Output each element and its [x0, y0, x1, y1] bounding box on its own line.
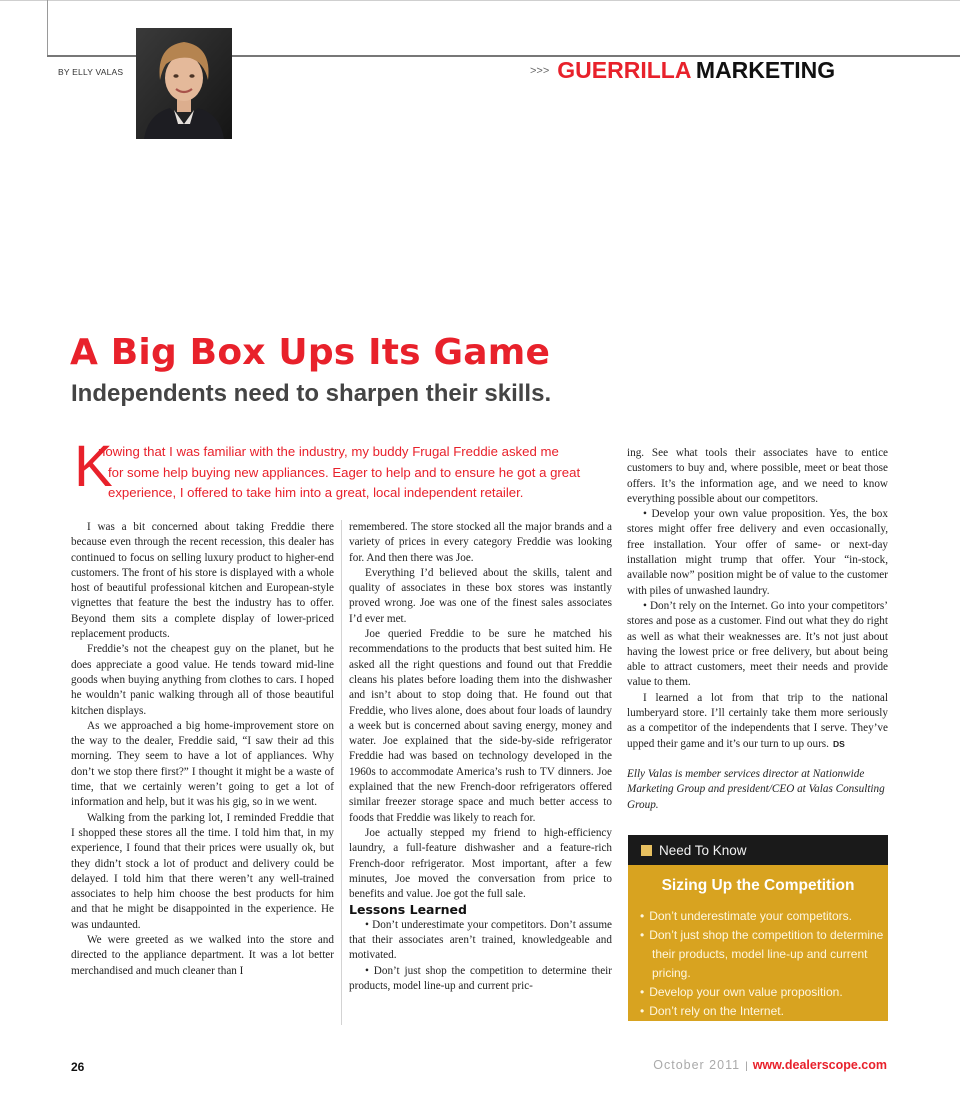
masthead-marketing: MARKETING: [695, 57, 836, 83]
paragraph: We were greeted as we walked into the store and directed to the appliance department. It was a lot better merchandised and much cleaner than I: [71, 934, 334, 977]
website-link[interactable]: www.dealerscope.com: [752, 1058, 887, 1072]
body-column-1: [71, 520, 334, 979]
paragraph: As we approached a big home-improvement store on the way to the dealer, Freddie said, “I saw their ad this morning. They seem to have a lot of appliances. Why don’t we stop there first?” I thought it might be a waste of time, that we certainly weren’t going to get a lot of information and help, but it was his gig, so in we went.: [71, 719, 334, 809]
paragraph: Joe actually stepped my friend to high-efficiency laundry, a full-feature dishwasher and a feature-rich French-door refrigerator. Most important, after a few minutes, Joe moved the conversation from price to benefits and value. Joe got the full sale.: [349, 826, 612, 901]
author-photo: [136, 28, 232, 139]
list-item: • Don’t rely on the Internet.: [640, 1002, 888, 1021]
author-bio: Elly Valas is member services director at Nationwide Marketing Group and president/CEO at Valas Consulting Group.: [627, 767, 885, 811]
header-vertical-rule: [47, 0, 48, 55]
need-to-know-sidebar: [628, 835, 888, 1021]
top-rule: [0, 0, 960, 1]
subhead-lessons-learned: Lessons Learned: [349, 902, 467, 918]
column-rule: [341, 520, 342, 1025]
lead-line: nowing that I was familiar with the industry, my buddy Frugal Freddie asked me: [98, 444, 559, 459]
list-item: • Develop your own value proposition.: [640, 983, 888, 1002]
paragraph: I was a bit concerned about taking Freddie there because even through the recent recession, this dealer has continued to focus on selling luxury product to higher-end customers. The front of his store is displayed with a whole host of beautiful professional kitchen and European-style vignettes that feature the best the industry has to offer. Beyond them sits a complete display of lower-priced replacement products.: [71, 521, 334, 641]
page-number: 26: [71, 1060, 85, 1074]
headline: A Big Box Ups Its Game: [70, 332, 551, 373]
sidebar-tag: Need To Know: [659, 842, 747, 858]
footer: [653, 1058, 887, 1072]
issue-date: October 2011: [653, 1058, 741, 1072]
sidebar-header: [628, 835, 888, 865]
masthead-arrows: >>>: [530, 65, 550, 77]
lead-line: experience, I offered to take him into a great, local independent retailer.: [108, 485, 524, 500]
drop-cap: K: [74, 434, 113, 499]
deck: Independents need to sharpen their skills.: [71, 380, 552, 407]
paragraph: Everything I’d believed about the skills, talent and quality of associates in these box stores was instantly proved wrong. Joe was one of the finest sales associates I’d ever met.: [349, 566, 612, 625]
sidebar-list: [628, 907, 888, 1021]
list-item: • Don’t just shop the competition to determine their products, model line-up and current pricing.: [640, 926, 888, 983]
bullet-paragraph: • Don’t rely on the Internet. Go into your competitors’ stores and pose as a customer. Find out what they do right as well as what their weaknesses are. It’s not just about having the lowest price or free delivery, but about being able to attract customers, meet their needs and provide value to them.: [627, 599, 888, 689]
body-column-3: [627, 446, 888, 813]
bullet-paragraph: • Don’t just shop the competition to determine their products, model line-up and current pric-: [349, 964, 612, 992]
paragraph: [627, 691, 888, 752]
lead-paragraph: [74, 434, 614, 504]
sidebar-title: Sizing Up the Competition: [661, 877, 855, 894]
byline: BY ELLY VALAS: [58, 67, 124, 77]
paragraph: ing. See what tools their associates have to entice customers to buy and, where possible, meet or beat those offers. It’s the information age, and we need to know everything possible about our competitors.: [627, 447, 888, 505]
closing-text: I learned a lot from that trip to the national lumberyard store. I’ll certainly take them more seriously as a competitor of the independents that I serve. They’ve upped their game and it’s our turn to up ours.: [627, 691, 888, 750]
end-mark: DS: [832, 738, 845, 749]
paragraph: Walking from the parking lot, I reminded Freddie that I shopped these stores all the time. I told him that, in my experience, I found that their prices were usually ok, but they didn’t stock a lot of product and delivery could be delayed. I told him that there weren’t any well-trained associates to help him choose the best products for him and that he might be disappointed in the experience. He was undaunted.: [71, 811, 334, 931]
paragraph: remembered. The store stocked all the major brands and a variety of prices in every category Freddie was looking for. And then there was Joe.: [349, 521, 612, 564]
square-icon: [641, 845, 652, 856]
paragraph: Freddie’s not the cheapest guy on the planet, but he does appreciate a good value. He tends toward mid-line goods when buying anything from clothes to cars. I hoped he wouldn’t panic walking through all of those beautiful kitchen displays.: [71, 643, 334, 717]
body-column-2: [349, 520, 612, 994]
bullet-paragraph: • Don’t underestimate your competitors. Don’t assume that their associates aren’t trained, knowledgeable and motivated.: [349, 918, 612, 962]
masthead-guerrilla: GUERRILLA: [557, 57, 692, 83]
list-item: • Don’t underestimate your competitors.: [640, 907, 888, 926]
section-masthead: [530, 57, 835, 84]
bullet-paragraph: • Develop your own value proposition. Yes, the box stores might offer free delivery and even occasionally, free installation. Your offer of same- or next-day installation might trump that offer. Your “in-stock, available now” position might be of value to the customer with piles of unwashed laundry.: [627, 508, 888, 597]
footer-separator: |: [745, 1061, 748, 1072]
paragraph: Joe queried Freddie to be sure he matched his recommendations to the products that best suited him. He asked all the right questions and found out that Freddie cleans his plates before loading them into the dishwasher and isn’t about to stop doing that. He found out that Freddie, who lives alone, does about four loads of laundry a week but is concerned about saving energy, money and water. Joe explained that the side-by-side refrigerator Freddie had was based on technology developed in the 1960s to accommodate America’s rush to TV dinners. Joe explained that the new French-door refrigerators offered similar freezer storage space and much better access to foods that Freddie was likely to reach for.: [349, 628, 612, 824]
lead-line: for some help buying new appliances. Eager to help and to ensure he got a great: [108, 464, 581, 480]
